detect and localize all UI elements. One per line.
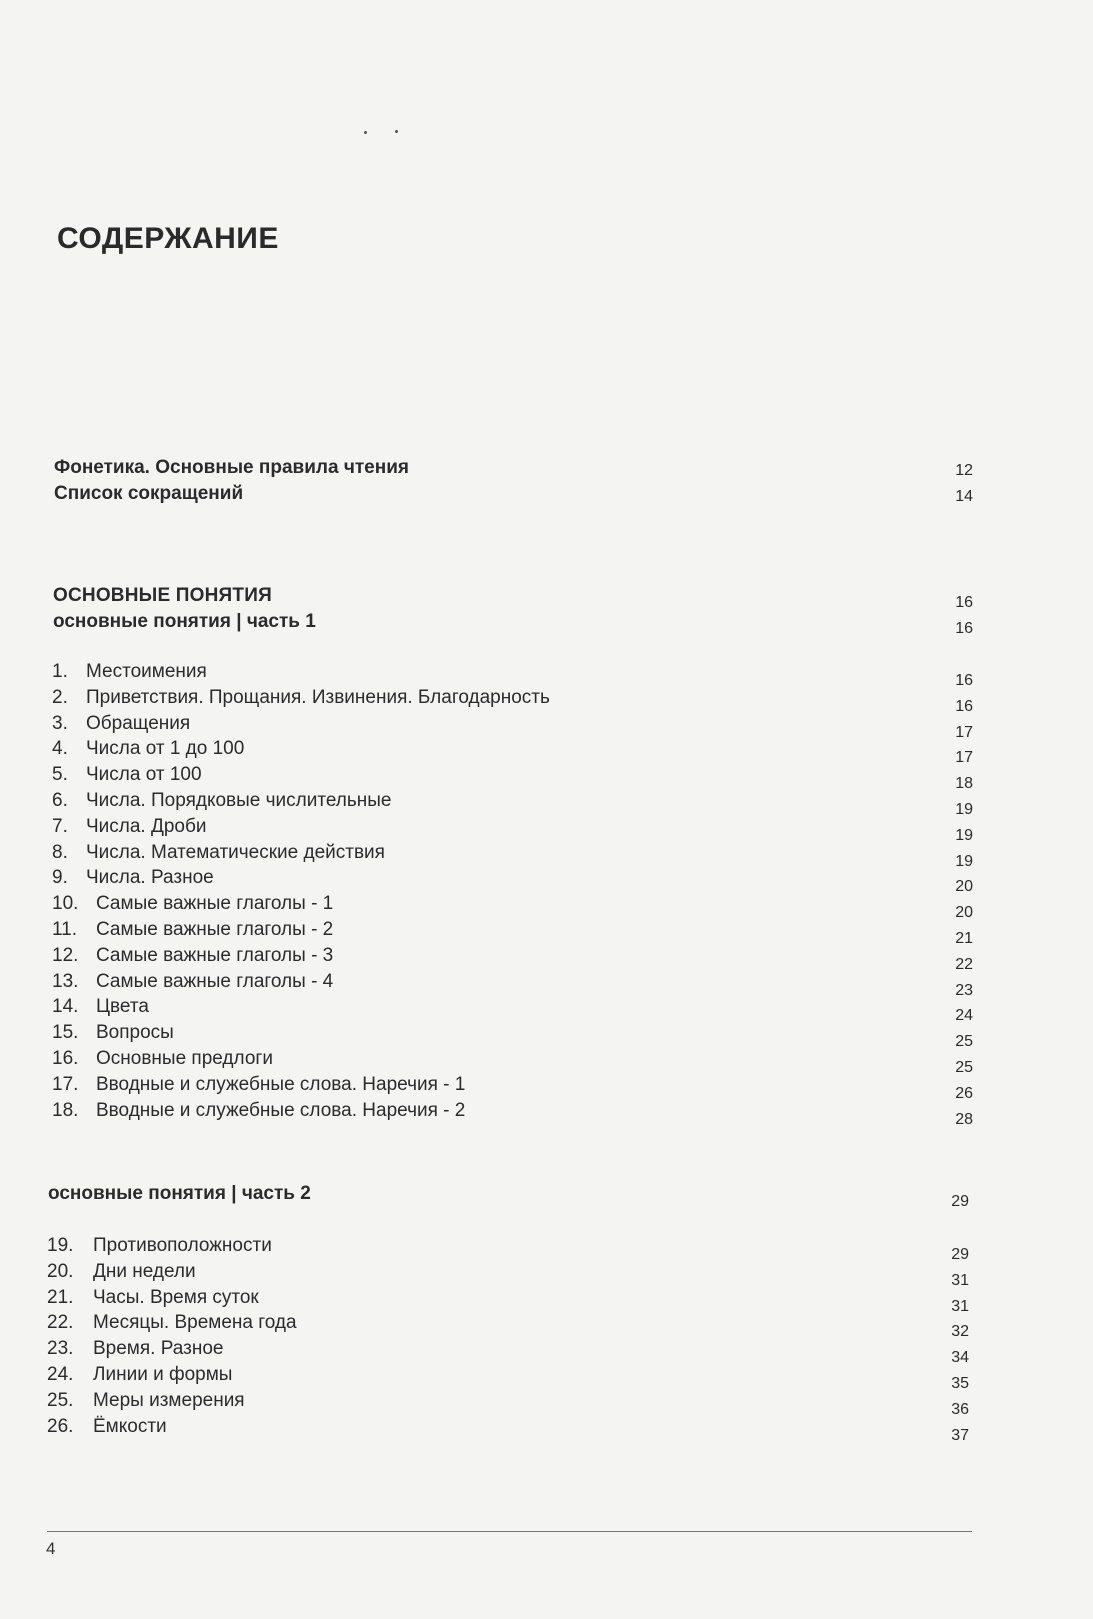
footer-divider bbox=[47, 1531, 972, 1532]
toc-page-number: 20 bbox=[955, 878, 973, 896]
toc-item-number: 8. bbox=[52, 841, 68, 863]
toc-item-number: 9. bbox=[52, 867, 68, 889]
toc-item-number: 3. bbox=[52, 712, 68, 734]
toc-item-number: 24. bbox=[47, 1364, 74, 1385]
toc-page-number: 16 bbox=[955, 697, 973, 715]
toc-page-number: 32 bbox=[951, 1323, 969, 1341]
toc-page-number: 34 bbox=[951, 1349, 969, 1367]
toc-page-number: 19 bbox=[955, 826, 973, 844]
toc-item-label: Местоимения bbox=[86, 661, 207, 682]
toc-page-number: 25 bbox=[955, 1059, 973, 1076]
toc-page-number: 25 bbox=[955, 1033, 973, 1051]
toc-entry-abbreviations: Список сокращений bbox=[54, 483, 244, 504]
toc-part-heading: основные понятия | часть 1 bbox=[53, 611, 316, 632]
toc-item-label: Время. Разное bbox=[93, 1338, 224, 1360]
toc-item-number: 6. bbox=[52, 790, 68, 811]
toc-page-number: 23 bbox=[955, 981, 973, 999]
toc-item-label: Вопросы bbox=[96, 1022, 174, 1044]
toc-item-label: Цвета bbox=[96, 996, 149, 1018]
toc-page-number: 31 bbox=[951, 1271, 969, 1289]
toc-item-number: 11. bbox=[52, 919, 78, 940]
toc-entry-phonetics: Фонетика. Основные правила чтения bbox=[54, 457, 409, 478]
toc-item-label: Числа. Математические действия bbox=[86, 841, 385, 863]
toc-item-number: 15. bbox=[52, 1022, 79, 1044]
toc-item-label: Самые важные глаголы - 4 bbox=[96, 970, 334, 992]
toc-page-number: 20 bbox=[955, 904, 973, 922]
toc-item-number: 2. bbox=[52, 686, 68, 708]
toc-item-label: Числа. Порядковые числительные bbox=[86, 790, 392, 811]
toc-item-number: 4. bbox=[52, 738, 68, 760]
speck bbox=[364, 131, 367, 134]
toc-page-number: 37 bbox=[951, 1426, 969, 1444]
toc-item-label: Приветствия. Прощания. Извинения. Благодарность bbox=[86, 686, 550, 708]
toc-item-label: Меры измерения bbox=[93, 1389, 245, 1411]
toc-page-number: 16 bbox=[955, 594, 973, 611]
toc-item-label: Линии и формы bbox=[93, 1364, 233, 1385]
toc-item-label: Месяцы. Времена года bbox=[93, 1312, 297, 1334]
toc-item-number: 14. bbox=[52, 996, 79, 1018]
toc-page-number: 31 bbox=[951, 1297, 969, 1315]
toc-item-label: Самые важные глаголы - 2 bbox=[96, 919, 334, 940]
toc-item-label: Часы. Время суток bbox=[93, 1286, 259, 1308]
toc-page-number: 16 bbox=[955, 672, 973, 689]
toc-item-label: Числа от 100 bbox=[86, 764, 202, 786]
toc-item-number: 7. bbox=[52, 815, 68, 837]
toc-item-number: 18. bbox=[52, 1099, 79, 1121]
toc-page-number: 21 bbox=[955, 930, 973, 947]
toc-item-number: 10. bbox=[52, 893, 79, 915]
toc-item-label: Противоположности bbox=[93, 1235, 272, 1256]
toc-item-label: Числа. Дроби bbox=[86, 815, 207, 837]
toc-item-number: 5. bbox=[52, 764, 68, 786]
toc-item-label: Числа. Разное bbox=[86, 867, 214, 889]
toc-page-number: 17 bbox=[955, 723, 973, 741]
toc-item-number: 26. bbox=[47, 1415, 74, 1437]
toc-item-number: 25. bbox=[47, 1389, 74, 1411]
toc-part-heading: основные понятия | часть 2 bbox=[48, 1183, 311, 1204]
toc-item-number: 17. bbox=[52, 1073, 79, 1095]
toc-item-number: 20. bbox=[47, 1260, 74, 1282]
toc-page-number: 22 bbox=[955, 955, 973, 973]
toc-item-label: Вводные и служебные слова. Наречия - 2 bbox=[96, 1099, 466, 1121]
toc-item-number: 12. bbox=[52, 944, 79, 966]
toc-page-number: 29 bbox=[951, 1246, 969, 1263]
page-number: 4 bbox=[46, 1539, 56, 1558]
toc-page-number: 17 bbox=[955, 749, 973, 767]
toc-page-number: 19 bbox=[955, 801, 973, 818]
toc-page-number: 12 bbox=[955, 462, 973, 479]
toc-page-number: 26 bbox=[955, 1084, 973, 1102]
toc-item-label: Ёмкости bbox=[93, 1415, 167, 1437]
toc-page-number: 29 bbox=[951, 1193, 969, 1210]
toc-item-number: 1. bbox=[52, 661, 68, 682]
page-title: СОДЕРЖАНИЕ bbox=[57, 222, 279, 255]
toc-page-number: 19 bbox=[955, 852, 973, 870]
toc-item-label: Самые важные глаголы - 3 bbox=[96, 944, 334, 966]
toc-item-number: 16. bbox=[52, 1048, 79, 1069]
toc-page-number: 28 bbox=[955, 1110, 973, 1128]
toc-section-heading: ОСНОВНЫЕ ПОНЯТИЯ bbox=[53, 585, 272, 606]
toc-item-label: Вводные и служебные слова. Наречия - 1 bbox=[96, 1073, 466, 1095]
toc-page-number: 36 bbox=[951, 1400, 969, 1418]
toc-item-label: Дни недели bbox=[93, 1260, 196, 1282]
toc-item-number: 13. bbox=[52, 970, 79, 992]
toc-item-label: Числа от 1 до 100 bbox=[86, 738, 245, 760]
toc-page-number: 24 bbox=[955, 1007, 973, 1025]
toc-page-number: 35 bbox=[951, 1375, 969, 1392]
toc-item-label: Обращения bbox=[86, 712, 191, 734]
toc-item-number: 23. bbox=[47, 1338, 74, 1360]
toc-item-label: Самые важные глаголы - 1 bbox=[96, 893, 334, 915]
toc-item-number: 19. bbox=[47, 1235, 74, 1256]
toc-page-number: 18 bbox=[955, 775, 973, 793]
toc-item-label: Основные предлоги bbox=[96, 1048, 273, 1069]
toc-item-number: 22. bbox=[47, 1312, 74, 1334]
speck bbox=[395, 130, 398, 133]
toc-page-number: 14 bbox=[955, 488, 973, 505]
toc-item-number: 21. bbox=[47, 1286, 74, 1308]
toc-page-number: 16 bbox=[955, 620, 973, 637]
